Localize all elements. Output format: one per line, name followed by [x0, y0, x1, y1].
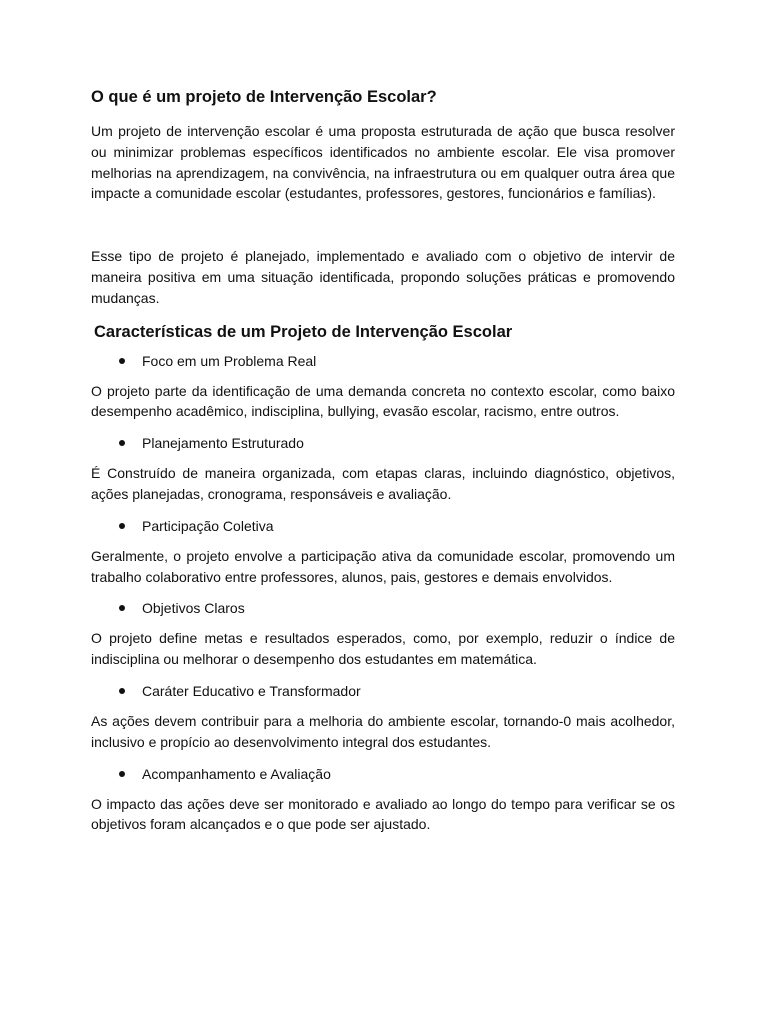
bullet-label: Acompanhamento e Avaliação [142, 765, 331, 782]
bullet-dot-icon [119, 605, 125, 611]
bullet-dot-icon [119, 358, 125, 364]
bullet-label: Objetivos Claros [142, 600, 245, 617]
bullet-item-carater [91, 681, 675, 701]
bullet-label: Caráter Educativo e Transformador [142, 682, 361, 699]
bullet-label: Planejamento Estruturado [142, 435, 304, 452]
item-paragraph: As ações devem contribuir para a melhoria do ambiente escolar, tornando-0 mais acolhedor, inclusivo e propício ao desenvolvimento integral dos estudantes. [91, 712, 675, 750]
page-title: O que é um projeto de Intervenção Escolar? [91, 88, 437, 106]
item-paragraph: É Construído de maneira organizada, com etapas claras, incluindo diagnóstico, objetivos, ações planejadas, cronograma, responsáveis e avaliação. [91, 465, 675, 502]
bullet-dot-icon [119, 771, 125, 777]
bullet-item-acompanhamento [91, 764, 675, 784]
intro-paragraph-2: Esse tipo de projeto é planejado, implementado e avaliado com o objetivo de intervir de maneira positiva em uma situação identificada, propondo soluções práticas e promovendo mudanças. [91, 248, 675, 306]
intro-paragraph-1: Um projeto de intervenção escolar é uma proposta estruturada de ação que busca resolver ou minimizar problemas específicos identificados no ambiente escolar. Ele visa promover melhorias na aprendizagem, na convivência, na infraestrutura ou em qualquer outra área que impacte a comunidade escolar (estudantes, professores, gestores, funcionários e famílias). [91, 123, 675, 202]
characteristics-list [91, 351, 675, 836]
bullet-item-planejamento [91, 433, 675, 453]
bullet-label: Foco em um Problema Real [142, 352, 317, 369]
item-paragraph: O projeto parte da identificação de uma demanda concreta no contexto escolar, como baixo desempenho acadêmico, indisciplina, bullying, evasão escolar, racismo, entre outros. [91, 382, 675, 420]
bullet-dot-icon [119, 688, 125, 694]
bullet-label: Participação Coletiva [142, 517, 274, 534]
bullet-item-objetivos [91, 598, 675, 618]
bullet-item-participacao [91, 516, 675, 536]
bullet-dot-icon [119, 440, 125, 446]
document-page [91, 86, 675, 835]
bullet-item-problema-real [91, 351, 675, 371]
item-paragraph: O impacto das ações deve ser monitorado e avaliado ao longo do tempo para verificar se os objetivos foram alcançados e o que pode ser ajustado. [91, 795, 675, 833]
item-paragraph: O projeto define metas e resultados esperados, como, por exemplo, reduzir o índice de indisciplina ou melhorar o desempenho dos estudantes em matemática. [91, 630, 675, 668]
bullet-dot-icon [119, 523, 125, 529]
item-paragraph: Geralmente, o projeto envolve a participação ativa da comunidade escolar, promovendo um trabalho colaborativo entre professores, alunos, pais, gestores e demais envolvidos. [91, 547, 675, 585]
section-heading: Características de um Projeto de Intervenção Escolar [94, 322, 513, 341]
